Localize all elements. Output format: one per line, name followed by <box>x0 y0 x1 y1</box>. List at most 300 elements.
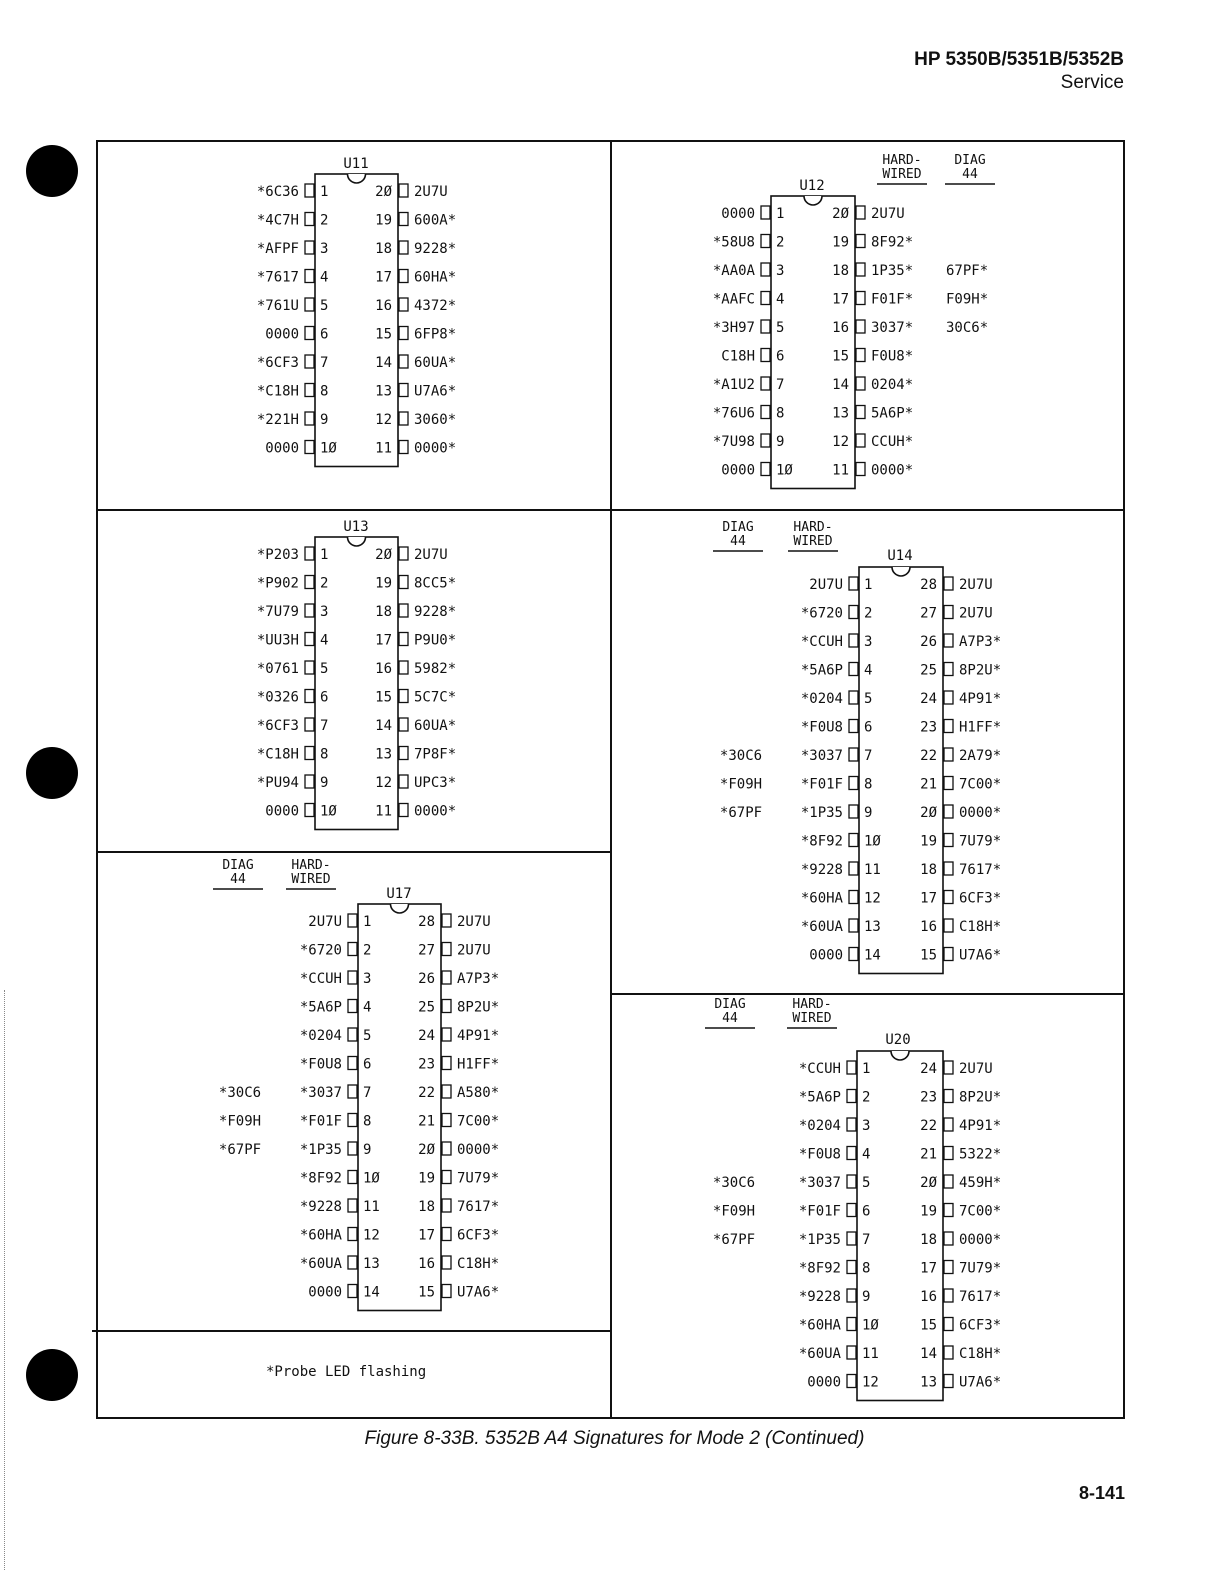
diag-signature: *F09H <box>719 776 763 793</box>
pin-box <box>944 948 953 961</box>
pin-number: 16 <box>418 1256 435 1272</box>
pin-number: 21 <box>920 1146 937 1163</box>
chip-label: U13 <box>343 519 369 535</box>
pin-box <box>399 441 408 454</box>
diag-header: 44 <box>230 872 246 887</box>
signature-right: 3037* <box>871 320 914 336</box>
pin-box <box>442 914 451 927</box>
pin-box <box>944 1232 953 1245</box>
pin-number: 11 <box>363 1199 380 1215</box>
pin-box <box>856 349 865 362</box>
figure-caption: Figure 8-33B. 5352B A4 Signatures for Mode 2 (Continued) <box>364 1428 865 1449</box>
pin-box <box>442 971 451 984</box>
pin-box <box>305 747 314 760</box>
signature-left: *0204 <box>798 1118 841 1134</box>
signature-left: *0204 <box>299 1028 342 1044</box>
pin-number: 27 <box>418 942 435 959</box>
pin-box <box>761 263 770 276</box>
hardwired-header: HARD- <box>792 997 832 1012</box>
pin-box <box>305 327 314 340</box>
signature-right: 0000* <box>414 440 457 457</box>
chip-label: U12 <box>799 178 825 194</box>
signature-right: 7617* <box>959 1289 1002 1305</box>
header-subtitle: Service <box>1060 72 1124 93</box>
signature-left: *8F92 <box>798 1260 841 1277</box>
pin-number: 22 <box>418 1085 435 1101</box>
signature-right: 8F92* <box>871 234 914 251</box>
signature-left: 2U7U <box>308 914 342 930</box>
pin-number: 7 <box>864 748 873 764</box>
diag-signature: F09H* <box>946 291 989 308</box>
pin-number: 8 <box>776 405 785 422</box>
pin-number: 15 <box>418 1284 435 1301</box>
pin-box <box>399 576 408 589</box>
signature-left: *1P35 <box>798 1232 841 1248</box>
signature-left: 0000 <box>265 326 299 343</box>
pin-box <box>849 606 858 619</box>
pin-box <box>348 1285 357 1298</box>
signature-left: *1P35 <box>299 1142 342 1158</box>
pin-box <box>348 971 357 984</box>
pin-box <box>944 1289 953 1302</box>
signature-right: 60HA* <box>414 269 457 286</box>
pin-box <box>442 1256 451 1269</box>
pin-number: 13 <box>375 746 392 763</box>
signature-right: U7A6* <box>457 1284 500 1301</box>
footnote: *Probe LED flashing <box>266 1364 427 1380</box>
diag-signature: *F09H <box>712 1203 756 1220</box>
pin-number: 16 <box>920 919 937 935</box>
pin-number: 13 <box>920 1374 937 1391</box>
pin-box <box>856 406 865 419</box>
signature-left: *F0U8 <box>299 1056 342 1073</box>
signature-left: *9228 <box>800 862 843 878</box>
diag-header: DIAG <box>722 520 754 535</box>
pin-number: 26 <box>920 634 937 650</box>
pin-box <box>399 690 408 703</box>
signature-right: 6FP8* <box>414 326 457 343</box>
signature-right: A7P3* <box>959 634 1002 650</box>
pin-number: 7 <box>363 1085 372 1101</box>
pin-box <box>944 663 953 676</box>
signature-left: 0000 <box>721 206 755 222</box>
pin-box <box>442 943 451 956</box>
pin-box <box>847 1261 856 1274</box>
signature-left: *60UA <box>299 1256 342 1272</box>
pin-number: 2 <box>320 212 329 229</box>
pin-box <box>399 633 408 646</box>
pin-box <box>849 634 858 647</box>
pin-number: 16 <box>375 298 392 314</box>
pin-number: 1 <box>864 577 873 593</box>
pin-number: 2Ø <box>418 1142 435 1158</box>
pin-number: 18 <box>920 1232 937 1248</box>
pin-box <box>348 1057 357 1070</box>
pin-number: 5 <box>862 1175 871 1191</box>
signature-right: 0000* <box>871 462 914 479</box>
pin-number: 5 <box>320 661 329 677</box>
pin-box <box>399 355 408 368</box>
signature-right: 5C7C* <box>414 689 457 706</box>
pin-number: 5 <box>363 1028 372 1044</box>
pin-number: 18 <box>920 862 937 878</box>
pin-number: 3 <box>363 971 372 987</box>
pin-number: 3 <box>320 604 329 620</box>
signature-left: *C18H <box>256 383 299 400</box>
header-title: HP 5350B/5351B/5352B <box>914 49 1124 70</box>
pin-box <box>944 1375 953 1388</box>
signature-left: *0761 <box>256 661 299 677</box>
pin-box <box>944 634 953 647</box>
pin-box <box>399 412 408 425</box>
pin-number: 15 <box>832 348 849 365</box>
signature-right: 7U79* <box>457 1170 500 1187</box>
pin-box <box>305 241 314 254</box>
pin-number: 8 <box>320 383 329 400</box>
ic-notch <box>391 904 409 913</box>
signature-right: 600A* <box>414 212 457 229</box>
pin-number: 6 <box>363 1056 372 1073</box>
pin-number: 9 <box>363 1142 372 1158</box>
pin-box <box>849 948 858 961</box>
pin-number: 18 <box>375 241 392 257</box>
pin-box <box>849 919 858 932</box>
signature-left: *0326 <box>256 689 299 706</box>
pin-number: 18 <box>375 604 392 620</box>
pin-number: 7 <box>776 377 785 393</box>
signature-right: 7C00* <box>959 776 1002 793</box>
ic-body <box>859 567 943 974</box>
pin-number: 19 <box>832 234 849 251</box>
signature-left: *1P35 <box>800 805 843 821</box>
pin-number: 6 <box>862 1203 871 1220</box>
pin-number: 4 <box>320 269 329 286</box>
chip-label: U11 <box>343 156 369 172</box>
pin-number: 1 <box>862 1061 871 1077</box>
pin-number: 8 <box>864 776 873 793</box>
pin-box <box>761 377 770 390</box>
pin-number: 14 <box>832 377 849 393</box>
pin-number: 12 <box>864 890 881 907</box>
signature-right: 9228* <box>414 604 457 620</box>
signature-right: U7A6* <box>414 383 457 400</box>
pin-box <box>305 441 314 454</box>
pin-number: 8 <box>320 746 329 763</box>
diag-header: DIAG <box>954 153 986 168</box>
signature-left: *0204 <box>800 691 843 707</box>
pin-number: 1Ø <box>776 462 793 479</box>
pin-box <box>399 547 408 560</box>
signature-left: *A1U2 <box>712 377 755 393</box>
pin-box <box>348 1228 357 1241</box>
signature-left: *3037 <box>798 1175 841 1191</box>
signature-right: 0204* <box>871 377 914 393</box>
pin-number: 23 <box>920 1089 937 1106</box>
pin-number: 23 <box>920 719 937 736</box>
signature-right: 60UA* <box>414 355 457 371</box>
pin-number: 2 <box>864 605 873 622</box>
signature-left: *60HA <box>299 1227 342 1244</box>
pin-number: 7 <box>320 718 329 734</box>
pin-number: 17 <box>920 890 937 907</box>
signature-left: *AAFC <box>712 291 755 308</box>
pin-box <box>847 1318 856 1331</box>
pin-number: 9 <box>862 1289 871 1305</box>
pin-number: 19 <box>920 833 937 850</box>
signature-left: *76U6 <box>712 405 755 422</box>
pin-box <box>442 1171 451 1184</box>
diag-signature: *30C6 <box>712 1175 756 1191</box>
ic-notch <box>891 1051 909 1060</box>
pin-number: 15 <box>375 689 392 706</box>
signature-left: 0000 <box>265 440 299 457</box>
pin-box <box>305 661 314 674</box>
pin-box <box>944 1090 953 1103</box>
pin-number: 12 <box>375 775 392 791</box>
pin-number: 1Ø <box>363 1170 380 1187</box>
pin-box <box>305 547 314 560</box>
signature-right: 7617* <box>959 862 1002 878</box>
pin-number: 1 <box>320 547 329 563</box>
signature-right: 4372* <box>414 298 457 314</box>
signature-right: 2U7U <box>414 547 448 563</box>
pin-number: 15 <box>920 947 937 964</box>
signature-left: *4C7H <box>256 212 299 229</box>
pin-number: 24 <box>418 1028 435 1044</box>
pin-number: 19 <box>920 1203 937 1220</box>
signature-right: 4P91* <box>959 691 1002 707</box>
hardwired-header: WIRED <box>793 534 833 549</box>
pin-box <box>849 691 858 704</box>
pin-box <box>847 1232 856 1245</box>
pin-box <box>442 1142 451 1155</box>
signature-left: *P902 <box>256 575 299 592</box>
pin-box <box>944 606 953 619</box>
signature-right: 5982* <box>414 661 457 677</box>
signature-right: CCUH* <box>871 434 914 450</box>
signature-left: 0000 <box>807 1374 841 1391</box>
signature-left: 0000 <box>809 947 843 964</box>
pin-number: 14 <box>864 947 881 964</box>
pin-box <box>761 463 770 476</box>
signature-right: U7A6* <box>959 947 1002 964</box>
signature-right: 2U7U <box>959 605 993 622</box>
pin-number: 1 <box>320 184 329 200</box>
signature-left: *6720 <box>800 605 843 622</box>
ic-body <box>358 904 441 1311</box>
pin-box <box>442 1228 451 1241</box>
pin-number: 14 <box>920 1346 937 1362</box>
pin-number: 11 <box>375 803 392 820</box>
signature-left: 0000 <box>721 462 755 479</box>
pin-box <box>305 633 314 646</box>
hardwired-header: WIRED <box>882 167 922 182</box>
pin-box <box>847 1118 856 1131</box>
pin-number: 1Ø <box>862 1317 879 1334</box>
signature-right: UPC3* <box>414 775 457 791</box>
signature-right: 6CF3* <box>959 890 1002 907</box>
pin-box <box>348 1000 357 1013</box>
signature-right: F01F* <box>871 291 914 308</box>
signature-right: 0000* <box>959 1232 1002 1248</box>
diag-signature: *67PF <box>719 805 763 821</box>
signature-left: C18H <box>721 348 755 365</box>
pin-box <box>944 1118 953 1131</box>
pin-number: 3 <box>864 634 873 650</box>
pin-box <box>761 320 770 333</box>
signature-right: 7U79* <box>959 833 1002 850</box>
pin-box <box>849 862 858 875</box>
signature-left: *9228 <box>299 1199 342 1215</box>
pin-number: 1Ø <box>320 803 337 820</box>
pin-box <box>944 1204 953 1217</box>
pin-box <box>856 320 865 333</box>
pin-number: 3 <box>862 1118 871 1134</box>
pin-box <box>399 775 408 788</box>
pin-box <box>305 184 314 197</box>
signature-left: *CCUH <box>299 971 342 987</box>
signature-right: 2U7U <box>959 577 993 593</box>
pin-number: 3 <box>776 263 785 279</box>
signature-right: 60UA* <box>414 718 457 734</box>
signature-left: *761U <box>256 298 299 314</box>
signature-left: *7U79 <box>256 604 299 620</box>
chip-label: U20 <box>885 1032 911 1048</box>
pin-box <box>944 1318 953 1331</box>
signature-left: *F01F <box>299 1113 342 1130</box>
pin-box <box>856 206 865 219</box>
pin-number: 2 <box>320 575 329 592</box>
pin-number: 2Ø <box>920 1175 937 1191</box>
signature-left: *7617 <box>256 269 299 286</box>
pin-box <box>847 1346 856 1359</box>
signature-right: F0U8* <box>871 348 914 365</box>
signature-right: C18H* <box>959 1346 1002 1362</box>
signature-right: 1P35* <box>871 263 914 279</box>
pin-number: 7 <box>320 355 329 371</box>
signature-right: 0000* <box>414 803 457 820</box>
pin-number: 1 <box>363 914 372 930</box>
pin-number: 13 <box>363 1256 380 1272</box>
pin-box <box>442 1057 451 1070</box>
pin-box <box>399 604 408 617</box>
pin-box <box>305 213 314 226</box>
signature-left: *AFPF <box>256 241 299 257</box>
chip-u11 <box>257 156 456 467</box>
pin-number: 14 <box>363 1284 380 1301</box>
signature-right: 0000* <box>959 805 1002 821</box>
pin-number: 14 <box>375 718 392 734</box>
pin-box <box>847 1289 856 1302</box>
signature-left: *CCUH <box>800 634 843 650</box>
signature-left: *6CF3 <box>256 355 299 371</box>
signature-left: *P203 <box>256 547 299 563</box>
pin-number: 4 <box>864 662 873 679</box>
signature-right: 2U7U <box>457 942 491 959</box>
pin-number: 18 <box>418 1199 435 1215</box>
signature-right: 9228* <box>414 241 457 257</box>
pin-box <box>944 777 953 790</box>
pin-number: 5 <box>320 298 329 314</box>
pin-box <box>399 804 408 817</box>
pin-number: 28 <box>920 577 937 593</box>
pin-number: 4 <box>320 632 329 649</box>
chip-u17 <box>213 858 499 1311</box>
pin-number: 21 <box>920 776 937 793</box>
chip-u20 <box>705 997 1001 1401</box>
pin-number: 13 <box>832 405 849 422</box>
pin-box <box>761 406 770 419</box>
pin-box <box>348 914 357 927</box>
signature-right: H1FF* <box>457 1056 500 1073</box>
signature-left: *UU3H <box>256 632 299 649</box>
signature-right: 0000* <box>457 1142 500 1158</box>
signature-left: *F0U8 <box>798 1146 841 1163</box>
pin-box <box>944 1261 953 1274</box>
pin-number: 17 <box>832 291 849 308</box>
pin-box <box>305 604 314 617</box>
signature-right: 4P91* <box>457 1028 500 1044</box>
signature-left: *8F92 <box>800 833 843 850</box>
pin-box <box>849 777 858 790</box>
pin-number: 2 <box>776 234 785 251</box>
pin-number: 2Ø <box>920 805 937 821</box>
pin-number: 4 <box>363 999 372 1016</box>
pin-box <box>847 1375 856 1388</box>
pin-number: 18 <box>832 263 849 279</box>
pin-number: 13 <box>864 919 881 935</box>
signature-left: *F01F <box>800 776 843 793</box>
pin-number: 1Ø <box>864 833 881 850</box>
pin-box <box>399 241 408 254</box>
pin-box <box>348 1028 357 1041</box>
pin-number: 17 <box>920 1260 937 1277</box>
hardwired-header: HARD- <box>793 520 833 535</box>
pin-number: 6 <box>864 719 873 736</box>
chip-u12 <box>713 153 995 489</box>
diag-header: DIAG <box>222 858 254 873</box>
pin-number: 25 <box>920 662 937 679</box>
diag-header: DIAG <box>714 997 746 1012</box>
pin-number: 23 <box>418 1056 435 1073</box>
pin-box <box>348 1199 357 1212</box>
pin-number: 12 <box>375 412 392 428</box>
signature-left: *58U8 <box>712 234 755 251</box>
pin-box <box>847 1204 856 1217</box>
diag-header: 44 <box>722 1011 738 1026</box>
signature-right: C18H* <box>959 919 1002 935</box>
pin-box <box>442 1085 451 1098</box>
signature-left: *CCUH <box>798 1061 841 1077</box>
ic-notch <box>804 196 822 205</box>
pin-box <box>348 1171 357 1184</box>
pin-box <box>761 434 770 447</box>
pin-box <box>761 206 770 219</box>
signature-left: *5A6P <box>299 999 342 1016</box>
pin-box <box>399 747 408 760</box>
pin-number: 12 <box>832 434 849 450</box>
signature-right: 8P2U* <box>959 662 1002 679</box>
signature-left: *9228 <box>798 1289 841 1305</box>
pin-number: 5 <box>864 691 873 707</box>
pin-box <box>399 384 408 397</box>
hardwired-header: WIRED <box>792 1011 832 1026</box>
ic-notch <box>348 174 366 183</box>
diag-signature: *67PF <box>218 1142 262 1158</box>
pin-box <box>847 1061 856 1074</box>
signature-left: 0000 <box>265 803 299 820</box>
signature-right: 459H* <box>959 1175 1002 1191</box>
